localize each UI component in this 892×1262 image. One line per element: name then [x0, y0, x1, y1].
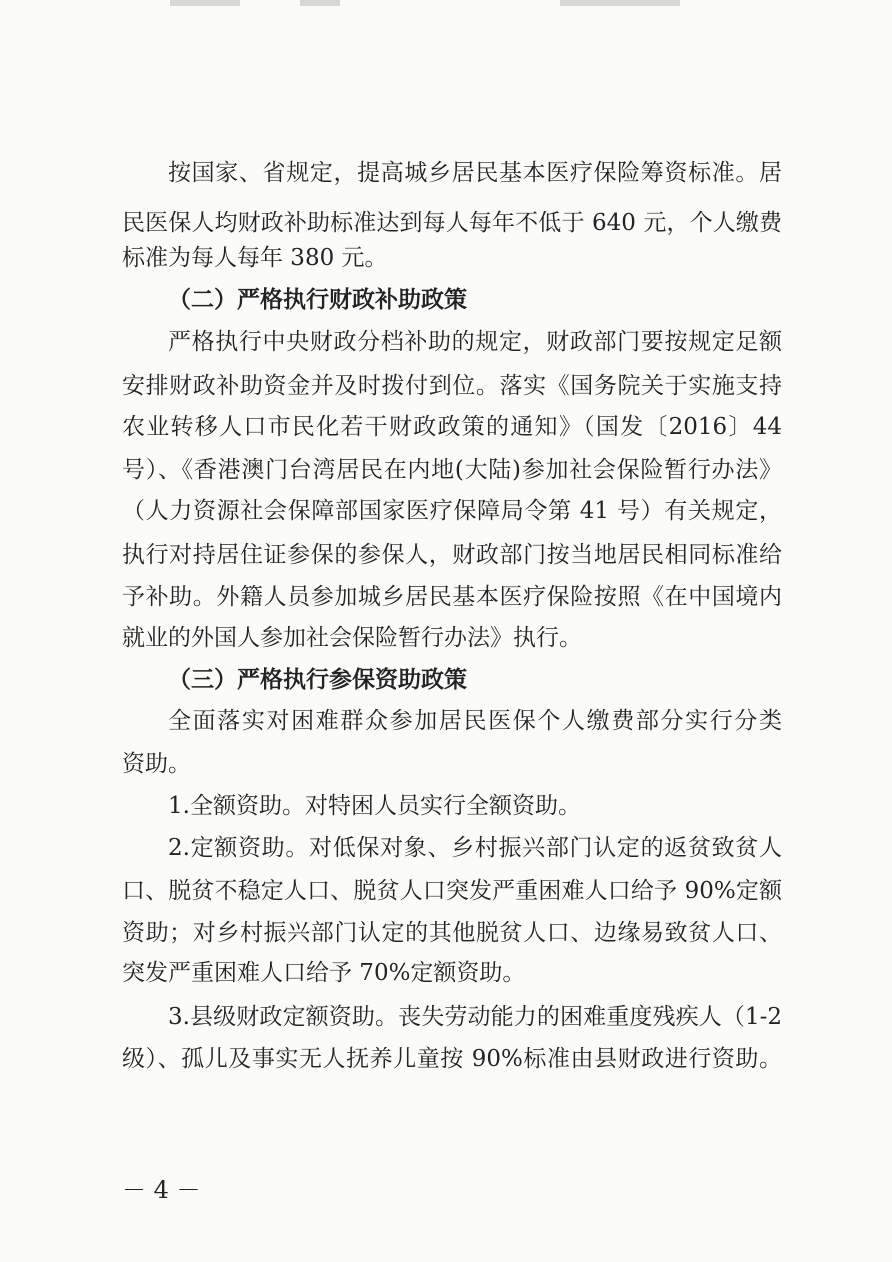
paragraph-line: 安排财政补助资金并及时拨付到位。落实《国务院关于实施支持 [122, 373, 782, 399]
paragraph-line: 级）、孤儿及事实无人抚养儿童按 90%标准由县财政进行资助。 [122, 1046, 782, 1072]
scan-artifact [560, 0, 680, 6]
paragraph-line: 按国家、省规定，提高城乡居民基本医疗保险筹资标准。居 [168, 160, 782, 186]
paragraph-line: 就业的外国人参加社会保险暂行办法》执行。 [122, 625, 582, 651]
paragraph-line: （人力资源社会保障部国家医疗保障局令第 41 号）有关规定， [122, 498, 782, 524]
paragraph-line: 严格执行中央财政分档补助的规定，财政部门要按规定足额 [168, 329, 782, 355]
paragraph-line: 资助；对乡村振兴部门认定的其他脱贫人口、边缘易致贫人口、 [122, 920, 782, 946]
scan-artifact [170, 0, 240, 6]
paragraph-line: 予补助。外籍人员参加城乡居民基本医疗保险按照《在中国境内 [122, 584, 782, 610]
page-number: － 4 － [122, 1176, 201, 1204]
paragraph-line: 口、脱贫不稳定人口、脱贫人口突发严重困难人口给予 90%定额 [122, 878, 782, 904]
scan-artifact [300, 0, 340, 6]
paragraph-line: 号）、《香港澳门台湾居民在内地(大陆)参加社会保险暂行办法》 [122, 457, 782, 483]
list-item: 2.定额资助。对低保对象、乡村振兴部门认定的返贫致贫人 [168, 835, 782, 861]
paragraph-line: 全面落实对困难群众参加居民医保个人缴费部分实行分类 [168, 708, 782, 734]
list-item: 1.全额资助。对特困人员实行全额资助。 [168, 793, 581, 819]
list-item: 3.县级财政定额资助。丧失劳动能力的困难重度残疾人（1-2 [168, 1004, 782, 1030]
section-heading: （二）严格执行财政补助政策 [168, 287, 467, 313]
paragraph-line: 执行对持居住证参保的参保人，财政部门按当地居民相同标准给 [122, 542, 782, 568]
paragraph-line: 标准为每人每年 380 元。 [122, 245, 388, 271]
paragraph-line: 农业转移人口市民化若干财政政策的通知》（国发〔2016〕44 [122, 414, 782, 440]
section-heading: （三）严格执行参保资助政策 [168, 667, 467, 693]
paragraph-line: 民医保人均财政补助标准达到每人每年不低于 640 元，个人缴费 [122, 210, 782, 236]
paragraph-line: 突发严重困难人口给予 70%定额资助。 [122, 960, 526, 986]
paragraph-line: 资助。 [122, 751, 191, 777]
